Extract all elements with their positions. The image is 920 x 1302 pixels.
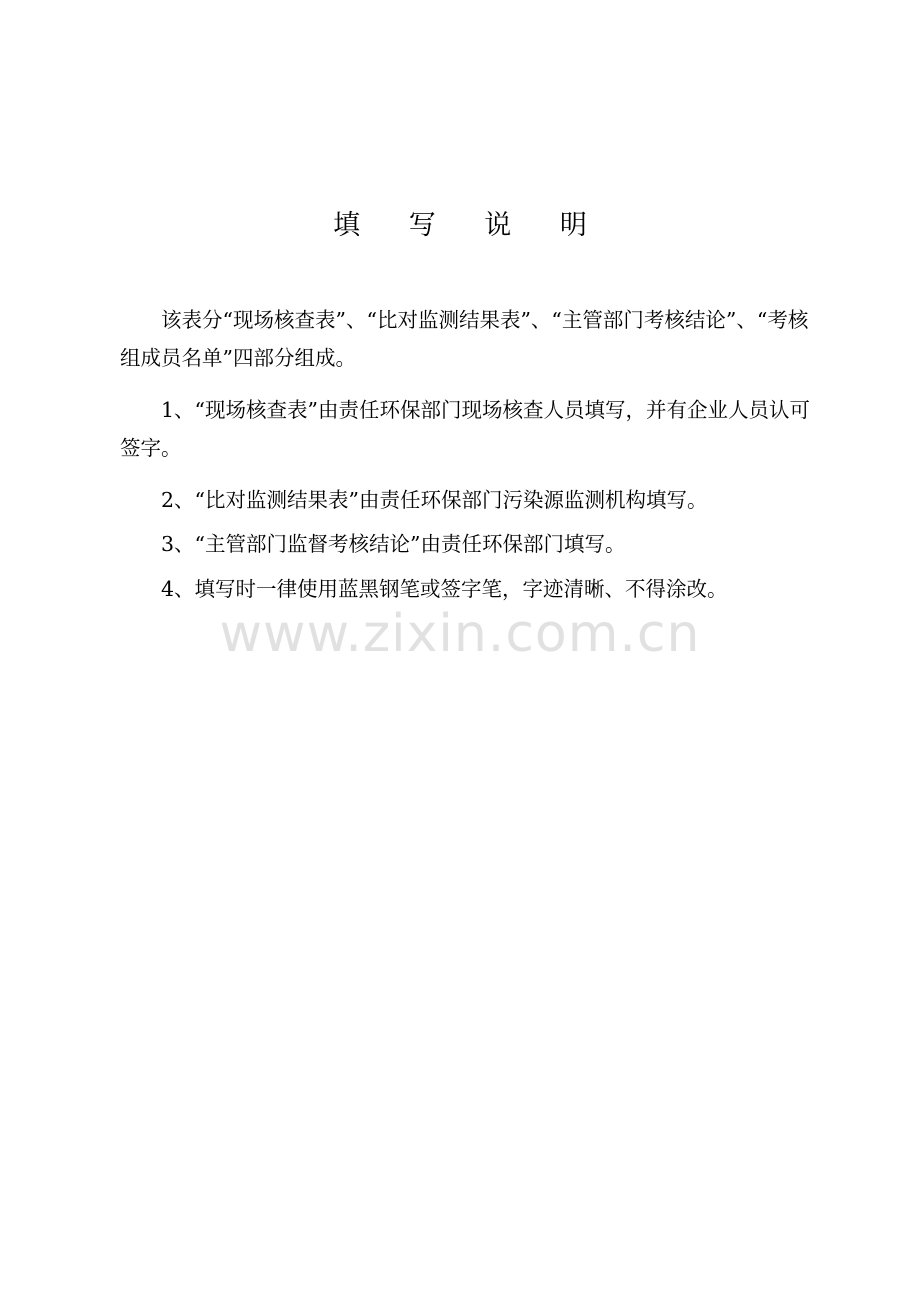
paragraph-intro [120, 301, 810, 377]
paragraph-item-4-text: 4、填写时一律使用蓝黑钢笔或签字笔，字迹清晰、不得涂改。 [161, 577, 728, 601]
page-title: 填 写 说 明 [333, 210, 607, 241]
paragraph-item-1-text: 1、“现场核查表”由责任环保部门现场核查人员填写，并有企业人员认可签字。 [120, 398, 811, 460]
paragraph-item-2-text: 2、“比对监测结果表”由责任环保部门污染源监测机构填写。 [161, 488, 708, 512]
paragraph-item-3-text: 3、“主管部门监督考核结论”由责任环保部门填写。 [161, 532, 626, 556]
paragraph-intro-text: 该表分“现场核查表”、“比对监测结果表”、“主管部门考核结论”、“考核组成员名单”四部分组成。 [120, 308, 809, 370]
watermark: www.zixin.com.cn [219, 604, 701, 664]
paragraph-item-3 [120, 525, 810, 563]
paragraph-item-2 [120, 481, 810, 519]
paragraph-item-1 [120, 391, 810, 467]
